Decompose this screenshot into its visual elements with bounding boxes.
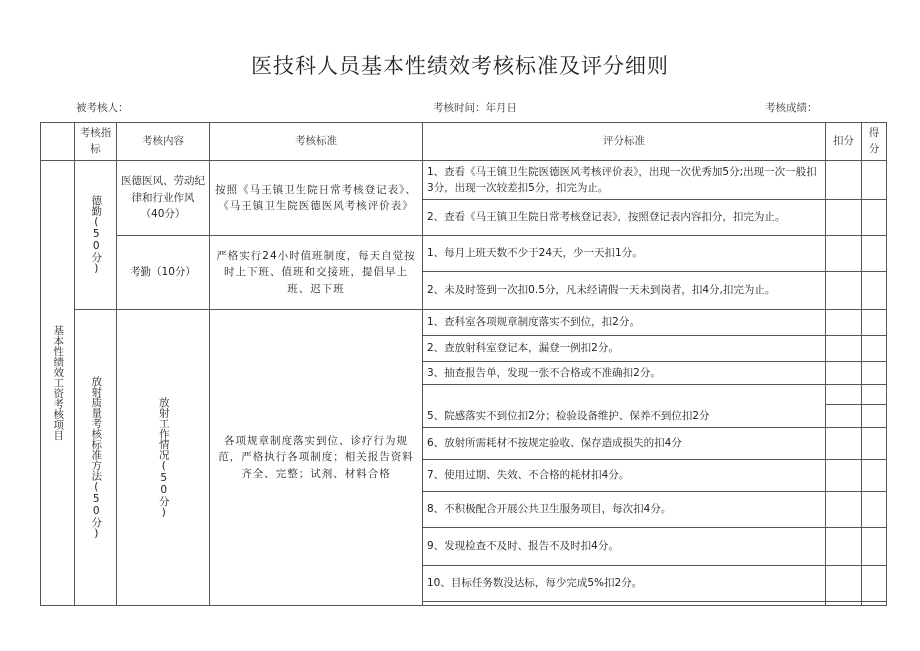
exam-time-label: 考核时间：年月日 [433,102,517,114]
score-cell[interactable] [862,236,887,272]
score-cell[interactable] [862,200,887,236]
indicator-label: 德勤(50分) [90,195,103,275]
header-indicator: 考核指标 [75,123,117,161]
deduct-cell[interactable] [826,236,862,272]
content-cell: 医德医风、劳动纪律和行业作风（40分） [117,160,210,236]
score-cell[interactable] [862,428,887,460]
deduct-cell[interactable] [826,428,862,460]
scoring-rule: 2、查看《马王镇卫生院日常考核登记表》，按照登记表内容扣分，扣完为止。 [423,200,826,236]
deduct-cell[interactable] [826,385,862,405]
indicator-cell [75,160,117,310]
page-title: 医技科人员基本性绩效考核标准及评分细则 [251,54,669,78]
category-cell [41,160,75,606]
score-cell[interactable] [862,336,887,362]
deduct-cell[interactable] [826,336,862,362]
scoring-rule: 1、查科室各项规章制度落实不到位，扣2分。 [423,310,826,336]
score-cell[interactable] [862,362,887,385]
scoring-rule-spacer [423,385,826,405]
score-cell[interactable] [862,492,887,528]
deduct-cell[interactable] [826,160,862,200]
deduct-cell[interactable] [826,460,862,492]
scoring-rule: 1、查看《马王镇卫生院医德医风考核评价表》，出现一次优秀加5分;出现一次一般扣3分，出现一次较差扣5分，扣完为止。 [423,160,826,200]
scoring-rule: 10、目标任务数没达标，每少完成5%扣2分。 [423,566,826,602]
table-row [41,310,887,336]
deduct-cell[interactable] [826,602,862,606]
standard-cell: 按照《马王镇卫生院日常考核登记表》、《马王镇卫生院医德医风考核评价表》 [210,160,423,236]
header-row [41,123,887,161]
standard-cell: 严格实行24小时值班制度，每天自觉按时上下班、值班和交接班，提倡早上班、迟下班 [210,236,423,310]
exam-result-label: 考核成绩： [765,102,818,114]
table-row [41,160,887,200]
scoring-rule: 2、查放射科室登记本，漏登一例扣2分。 [423,336,826,362]
table-row [41,236,887,272]
scoring-rule: 5、院感落实不到位扣2分；检验设备维护、保养不到位扣2分 [423,405,826,428]
scoring-rule: 3、抽查报告单，发现一张不合格或不准确扣2分。 [423,362,826,385]
deduct-cell[interactable] [826,405,862,428]
scoring-rule: 6、放射所需耗材不按规定验收、保存造成损失的扣4分 [423,428,826,460]
deduct-cell[interactable] [826,528,862,566]
deduct-cell[interactable] [826,566,862,602]
scoring-rule: 2、未及时签到一次扣0.5分，凡未经请假一天未到岗者，扣4分,扣完为止。 [423,272,826,310]
assessment-table [40,122,887,606]
header-content: 考核内容 [117,123,210,161]
content-cell: 考勤（10分） [117,236,210,310]
deduct-cell[interactable] [826,272,862,310]
deduct-cell[interactable] [826,310,862,336]
examinee-label: 被考核人： [76,102,129,114]
deduct-cell[interactable] [826,362,862,385]
score-cell[interactable] [862,310,887,336]
score-cell[interactable] [862,602,887,606]
indicator-label: 放射质量考核标准方法(50分) [90,375,103,540]
score-cell[interactable] [862,272,887,310]
scoring-rule: 9、发现检查不及时、报告不及时扣4分。 [423,528,826,566]
score-cell[interactable] [862,528,887,566]
score-cell[interactable] [862,405,887,428]
scoring-rule: 7、使用过期、失效、不合格的耗材扣4分。 [423,460,826,492]
header-blank-cell [41,123,75,161]
category-label: 基本性绩效工资考核项目 [52,325,65,441]
header-deduct: 扣分 [826,123,862,161]
score-cell[interactable] [862,160,887,200]
standard-cell: 各项规章制度落实到位、诊疗行为规范，严格执行各项制度；相关报告资料齐全、完整；试剂、材料合格 [210,310,423,606]
score-cell[interactable] [862,566,887,602]
score-cell[interactable] [862,385,887,405]
content-cell [117,310,210,606]
header-score: 得分 [862,123,887,161]
scoring-rule: 1、每月上班天数不少于24天，少一天扣1分。 [423,236,826,272]
score-cell[interactable] [862,460,887,492]
deduct-cell[interactable] [826,200,862,236]
scoring-rule-spacer [423,602,826,606]
scoring-rule: 8、不积极配合开展公共卫生服务项目，每次扣4分。 [423,492,826,528]
content-label: 放射工作情况(50分) [157,396,170,519]
indicator-cell [75,310,117,606]
deduct-cell[interactable] [826,492,862,528]
header-standard: 考核标准 [210,123,423,161]
header-scoring: 评分标准 [423,123,826,161]
